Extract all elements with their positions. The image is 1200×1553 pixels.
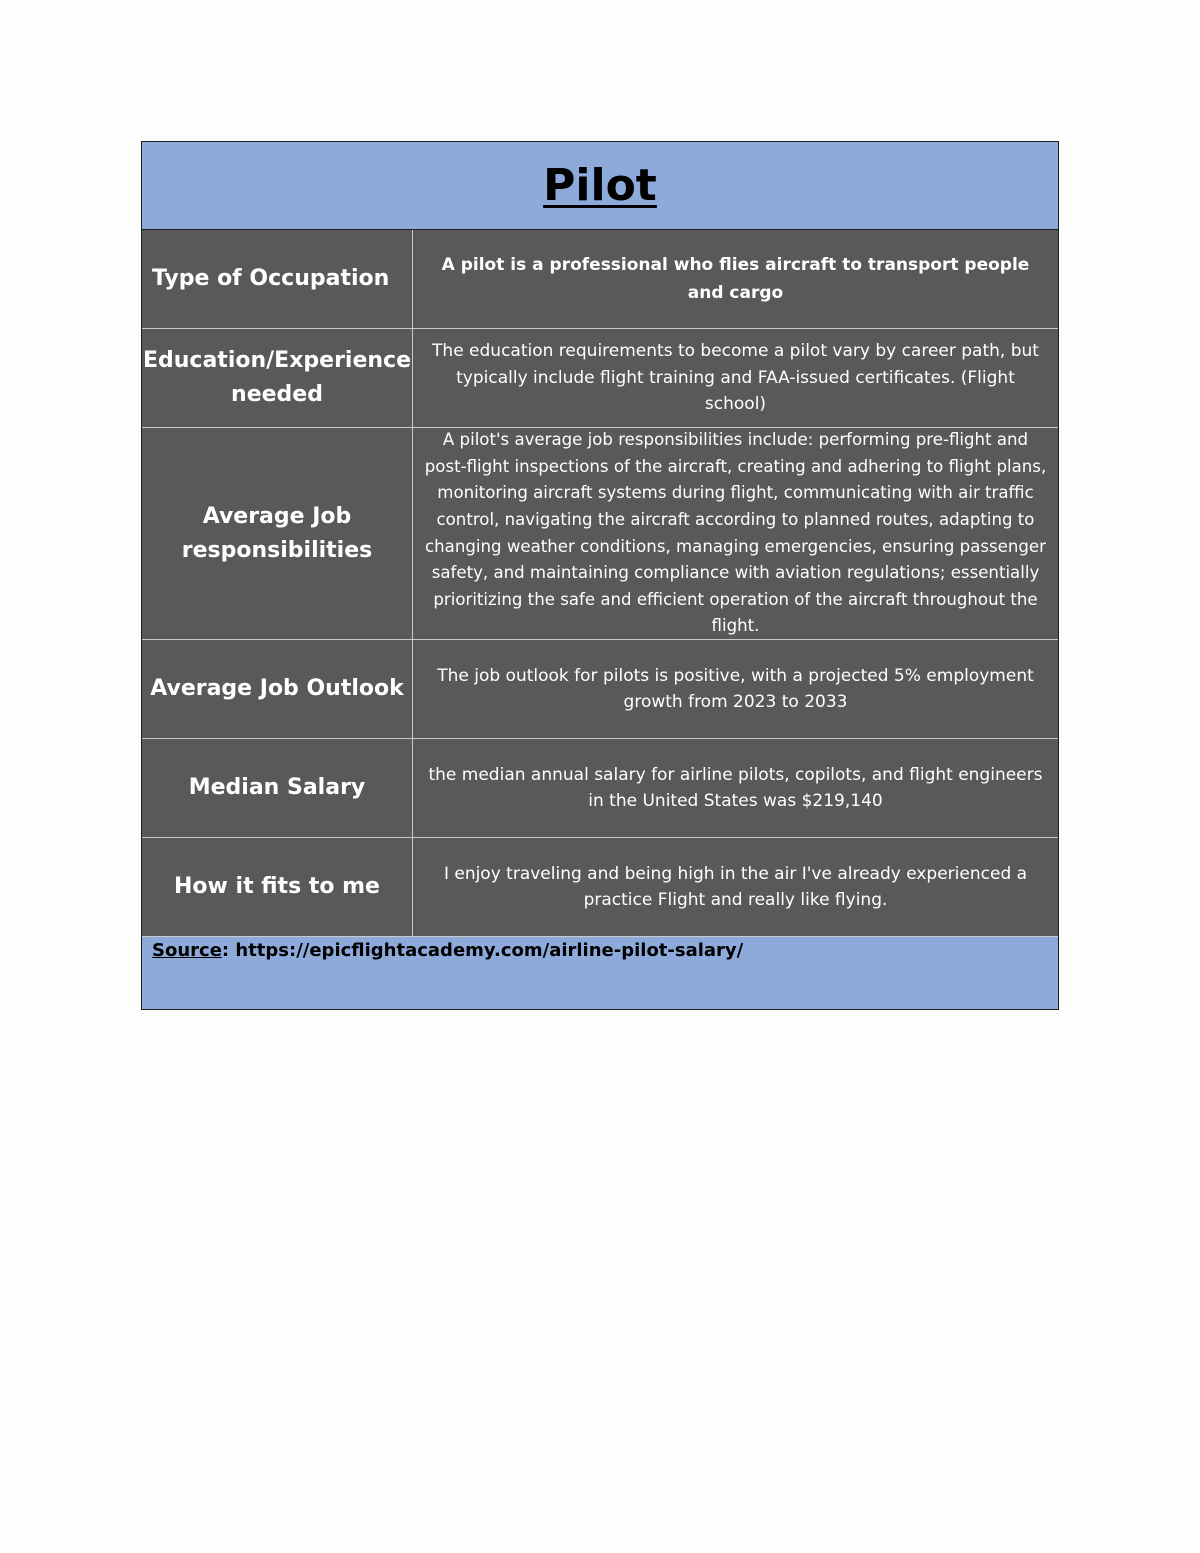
row-label-occupation: Type of Occupation	[142, 230, 413, 328]
page-title: Pilot	[543, 160, 657, 211]
career-info-table	[141, 141, 1059, 1010]
row-label-outlook: Average Job Outlook	[142, 640, 413, 738]
row-label-salary: Median Salary	[142, 739, 413, 837]
table-row	[142, 428, 1058, 640]
row-value-occupation: A pilot is a professional who flies aircraft to transport people and cargo	[441, 255, 1030, 303]
row-value-salary: the median annual salary for airline pilots, copilots, and flight engineers in the United States was $219,140	[428, 764, 1043, 811]
row-label-responsibilities: Average Job responsibilities	[142, 428, 413, 639]
source-url: https://epicflightacademy.com/airline-pilot-salary/	[229, 940, 744, 961]
row-value-outlook: The job outlook for pilots is positive, with a projected 5% employment growth from 2023 to 2033	[437, 665, 1034, 712]
table-row	[142, 640, 1058, 739]
row-label-education: Education/Experience needed	[142, 329, 413, 427]
table-row	[142, 329, 1058, 428]
table-row	[142, 838, 1058, 937]
row-value-fit: I enjoy traveling and being high in the air I've already experienced a practice Flight and really like flying.	[443, 863, 1028, 910]
source-bar	[142, 937, 1058, 1009]
row-label-fit: How it fits to me	[142, 838, 413, 936]
table-row	[142, 230, 1058, 329]
source-label: Source	[152, 940, 222, 961]
row-value-education: The education requirements to become a pilot vary by career path, but typically include flight training and FAA-issued certificates. (Flight school)	[432, 341, 1039, 415]
source-separator: :	[221, 940, 230, 961]
row-value-responsibilities: A pilot's average job responsibilities include: performing pre-flight and post-flight inspections of the aircraft, creating and adhering to flight plans, monitoring aircraft systems during flight, communicating with air traffic control, navigating the aircraft according to planned routes, adapting to changing weather conditions, managing emergencies, ensuring passenger safety, and maintaining compliance with aviation regulations; essentially prioritizing the safe and efficient operation of the aircraft throughout the flight.	[424, 430, 1047, 636]
title-bar	[142, 142, 1058, 230]
table-row	[142, 739, 1058, 838]
